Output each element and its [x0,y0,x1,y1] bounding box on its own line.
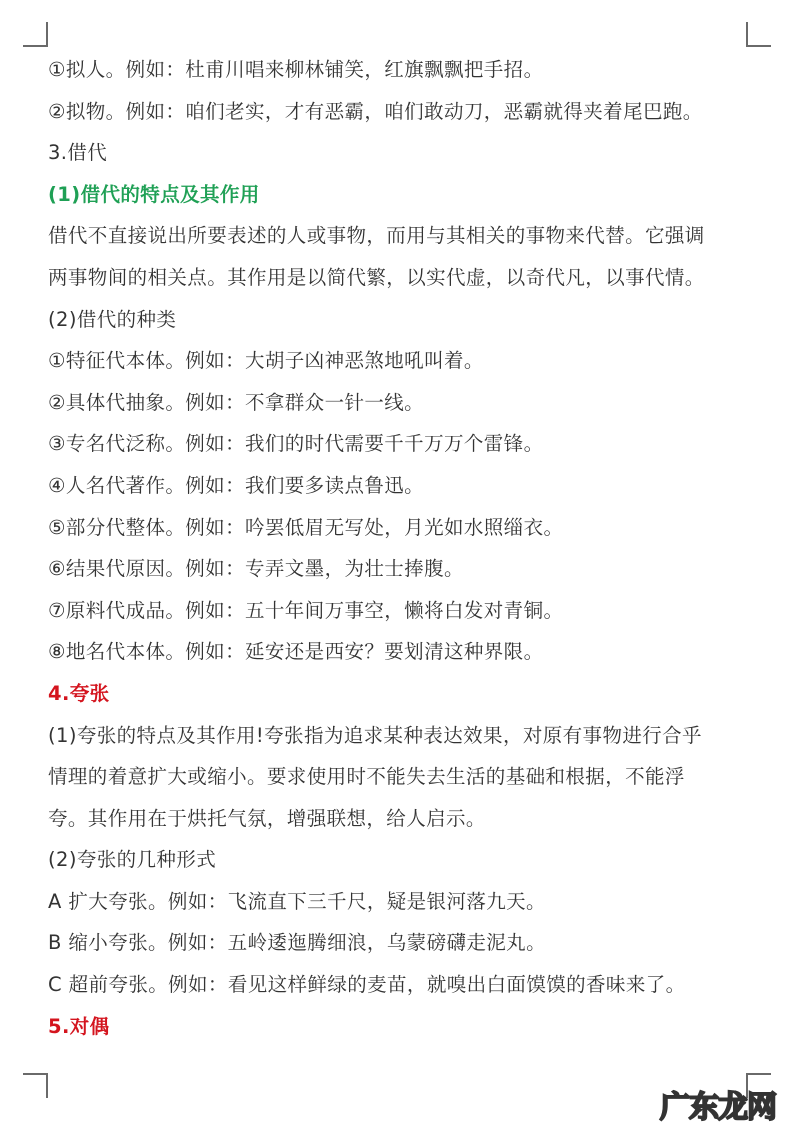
crop-mark-bottom-left [23,1073,48,1098]
crop-mark-top-right [746,22,771,47]
list-item: C 超前夸张。例如：看见这样鲜绿的麦苗，就嗅出白面馍馍的香味来了。 [48,973,686,997]
document-body [48,49,748,1047]
section-heading-hyperbole: 4.夸张 [48,681,110,705]
section-heading-metonymy: 3.借代 [48,141,108,165]
subheading-metonymy-features: (1)借代的特点及其作用 [48,182,260,206]
paragraph-line: 情理的着意扩大或缩小。要求使用时不能失去生活的基础和根据，不能浮 [48,765,685,789]
list-item: ⑦原料代成品。例如：五十年间万事空，懒将白发对青铜。 [48,598,564,622]
list-item: ⑤部分代整体。例如：吟罢低眉无写处，月光如水照缁衣。 [48,515,564,539]
personification-example: ①拟人。例如：杜甫川唱来柳林铺笑，红旗飘飘把手招。 [48,58,544,81]
section-heading-antithesis: 5.对偶 [48,1014,110,1038]
list-item: ⑧地名代本体。例如：延安还是西安？要划清这种界限。 [48,640,544,664]
list-item: ①特征代本体。例如：大胡子凶神恶煞地吼叫着。 [48,349,484,373]
objectification-example: ②拟物。例如：咱们老实，才有恶霸，咱们敢动刀，恶霸就得夹着尾巴跑。 [48,99,703,123]
crop-mark-top-left [23,22,48,47]
list-item: ②具体代抽象。例如：不拿群众一针一线。 [48,390,425,414]
paragraph-line: 夸。其作用在于烘托气氛，增强联想，给人启示。 [48,806,486,830]
list-item: A 扩大夸张。例如：飞流直下三千尺，疑是银河落九天。 [48,889,546,913]
list-item: ③专名代泛称。例如：我们的时代需要千千万万个雷锋。 [48,432,544,456]
paragraph-line: 借代不直接说出所要表述的人或事物，而用与其相关的事物来代替。它强调 [48,224,705,248]
list-item: B 缩小夸张。例如：五岭逶迤腾细浪，乌蒙磅礴走泥丸。 [48,931,546,955]
paragraph-line: 两事物间的相关点。其作用是以简代繁，以实代虚，以奇代凡，以事代情。 [48,265,705,289]
paragraph-line: (1)夸张的特点及其作用!夸张指为追求某种表达效果，对原有事物进行合乎 [48,723,702,747]
list-item: ⑥结果代原因。例如：专弄文墨，为壮士捧腹。 [48,557,464,581]
subheading-metonymy-types: (2)借代的种类 [48,307,177,331]
subheading-hyperbole-forms: (2)夸张的几种形式 [48,848,217,872]
watermark-logo: 广东龙网 [660,1090,776,1125]
list-item: ④人名代著作。例如：我们要多读点鲁迅。 [48,473,425,497]
